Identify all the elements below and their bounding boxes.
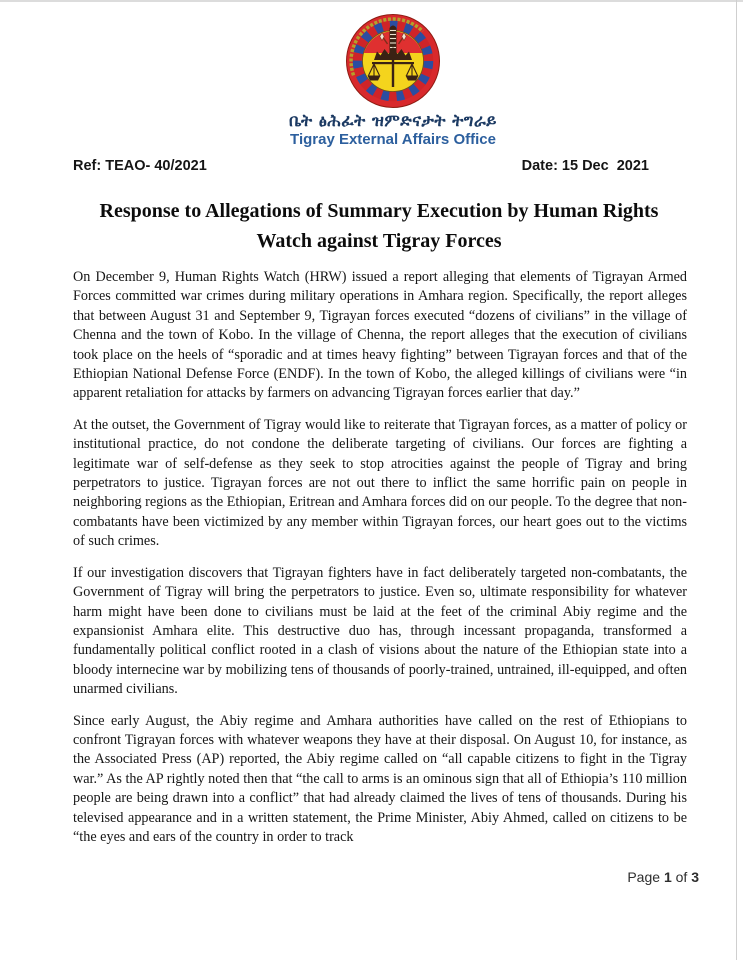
tigray-office-emblem-icon (345, 13, 441, 109)
title-line-1: Response to Allegations of Summary Execution by Human Rights (99, 200, 659, 222)
document-page (73, 13, 713, 901)
reference-row (73, 158, 713, 174)
title-line-2: Watch against Tigray Forces (256, 230, 502, 252)
reference-number: Ref: TEAO- 40/2021 (73, 158, 207, 174)
paragraph-2: At the outset, the Government of Tigray would like to reiterate that Tigrayan forces, as a matter of policy or institutional practice, do not condone the deliberate targeting of civilians. Our forces are fighting a legitimate war of self-defense as they seek to stop atrocities against the people of Tigray and bring perpetrators to justice. Tigrayan forces are not out there to inflict the same horrific pain on people in neighboring regions as the Ethiopian, Eritrean and Amhara forces did on our people. To the degree that non-combatants have been victimized by any member within Tigrayan forces, our heart goes out to the victims of such crimes. (73, 416, 687, 550)
page-number-footer (73, 853, 699, 901)
letterhead (73, 13, 713, 148)
scan-right-edge (736, 0, 737, 960)
org-name-english: Tigray External Affairs Office (290, 131, 496, 148)
letter-body (73, 268, 687, 847)
document-date: Date: 15 Dec 2021 (521, 158, 649, 174)
paragraph-3: If our investigation discovers that Tigrayan fighters have in fact deliberately targeted non-combatants, the Government of Tigray will bring the perpetrators to justice. Even so, ultimate responsibility for whatever harm might have been done to civilians must be laid at the feet of the criminal Abiy regime and the expansionist Amhara elite. This destructive duo has, through incessant propaganda, transformed a fundamentally political conflict rooted in a clash of visions about the nature of the Ethiopian state into a bloody internecine war by mobilizing tens of thousands of poorly-trained, untrained, ill-equipped, and often unarmed civilians. (73, 564, 687, 698)
page-total: 3 (691, 869, 699, 886)
document-title (73, 196, 685, 256)
paragraph-1: On December 9, Human Rights Watch (HRW) issued a report alleging that elements of Tigrayan Armed Forces committed war crimes during military operations in Amhara region. Specifically, the report alleges that between August 31 and September 9, Tigrayan forces executed “dozens of civilians” in the village of Chenna and the town of Kobo. In the village of Chenna, the report alleges that the execution of civilians took place on the heels of “sporadic and at times heavy fighting” between Tigrayan forces and that of the Ethiopian National Defense Force (ENDF). In the town of Kobo, the alleged killings of civilians were “in apparent retaliation for attacks by farmers on advancing Tigrayan forces earlier that day.” (73, 269, 687, 402)
page-number: 1 (663, 869, 672, 886)
paragraph-4: Since early August, the Abiy regime and Amhara authorities have called on the rest of Ethiopians to confront Tigrayan forces with whatever weapons they have at their disposal. On August 10, for instance, as the Associated Press (AP) reported, the Abiy regime called on “all capable citizens to fight in the Tigray war.” As the AP rightly noted then that “the call to arms is an ominous sign that all of Ethiopia’s 110 million people are being drawn into a conflict” that had already claimed the lives of tens of thousands. During his televised appearance and in a written statement, the Prime Minister, Abiy Ahmed, called on citizens to be “the eyes and ears of the country in order to track (73, 712, 687, 845)
scan-top-edge (0, 0, 743, 2)
of-word: of (671, 869, 692, 886)
org-name-tigrinya: ቤት ፅሕፈት ዝምድናታት ትግራይ (289, 111, 497, 130)
page-word: Page (627, 869, 664, 886)
